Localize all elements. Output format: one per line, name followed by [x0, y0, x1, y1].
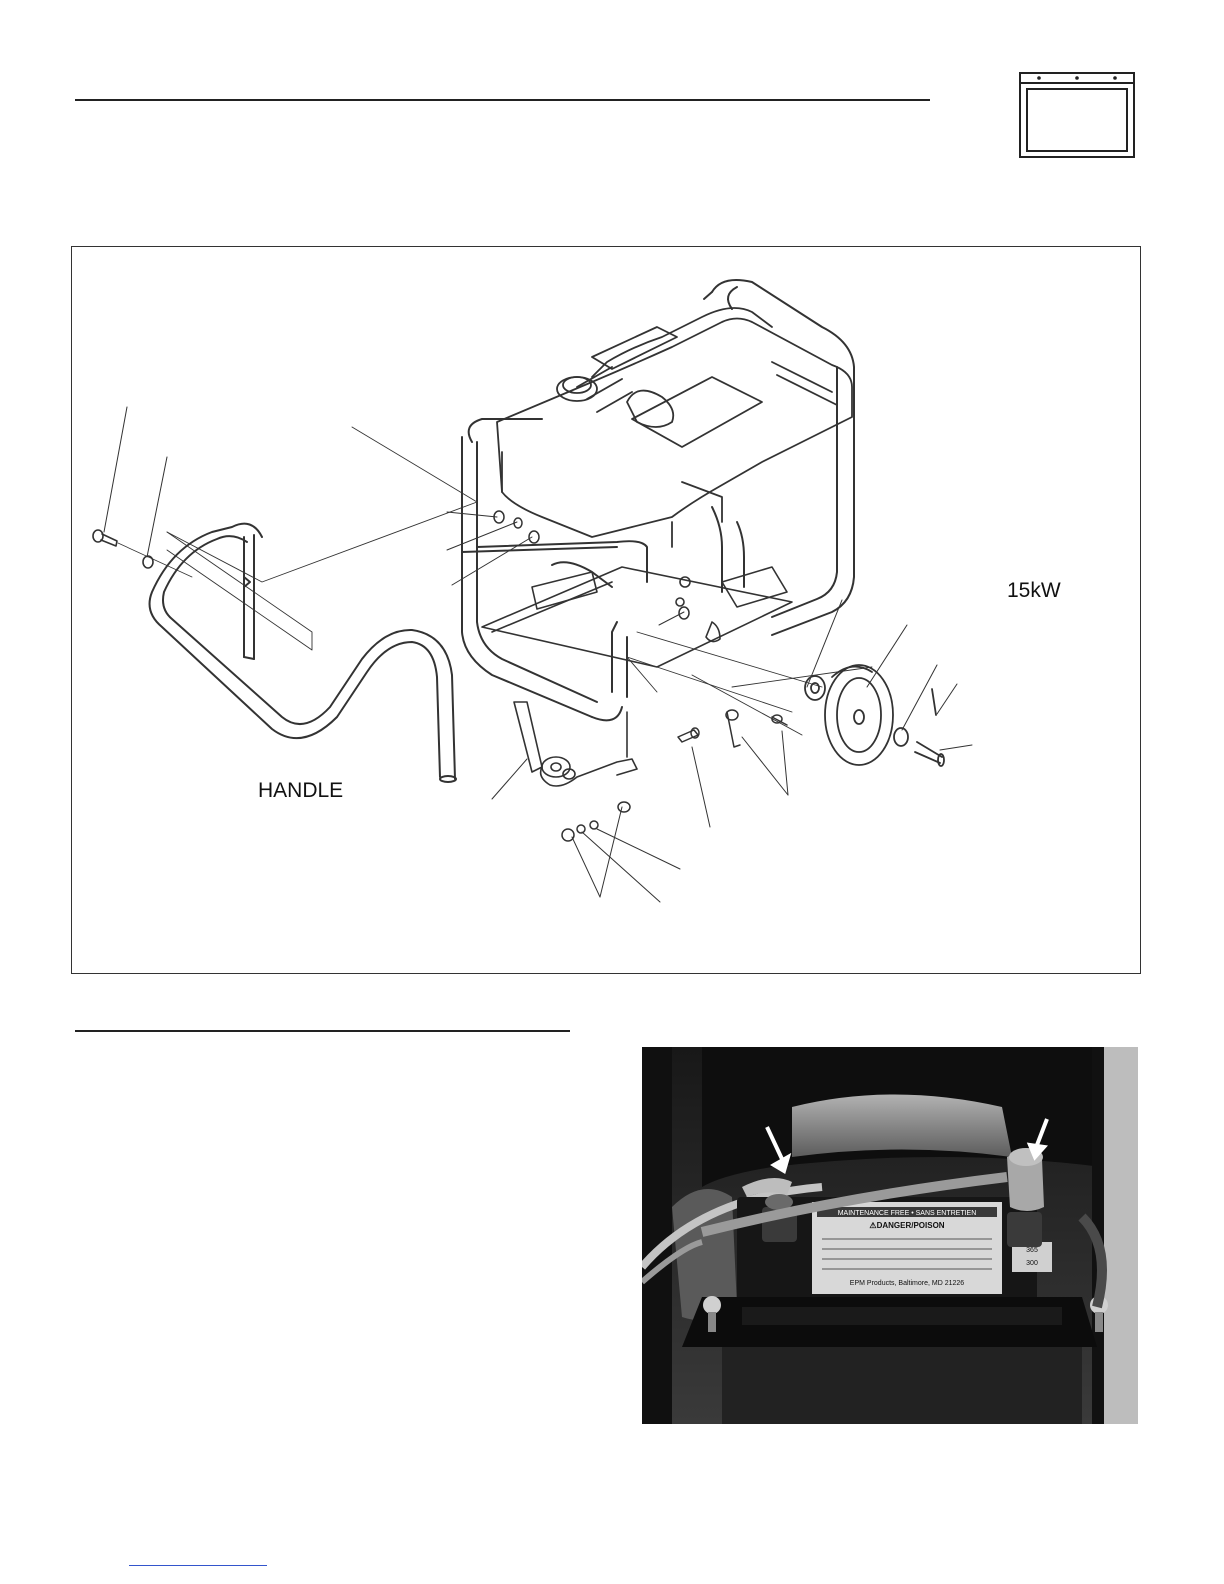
- battery-maker: EPM Products, Baltimore, MD 21226: [849, 1280, 965, 1287]
- exploded-view-figure: [71, 246, 1141, 974]
- battery-label-header: MAINTENANCE FREE • SANS ENTRETIEN: [837, 1210, 977, 1217]
- model-label-15kw: 15kW: [1007, 579, 1061, 602]
- footer-link-underline[interactable]: [129, 1565, 267, 1566]
- generator-exploded-diagram: [72, 247, 1141, 974]
- fuel-tank: [497, 308, 852, 547]
- header-rule: [75, 99, 930, 101]
- frame-washers: [494, 511, 689, 619]
- section-rule: [75, 1030, 570, 1032]
- callout-leader-lines: [104, 407, 972, 902]
- assembly-guide-lines: [167, 427, 872, 735]
- handle-assembly: [150, 524, 456, 782]
- manual-book-icon: [1019, 72, 1135, 158]
- handle-label: HANDLE: [258, 779, 344, 802]
- battery-connection-photo: [642, 1047, 1138, 1424]
- wheel-assembly: [805, 665, 944, 766]
- battery-danger-label: ⚠DANGER/POISON: [869, 1221, 945, 1230]
- base-plate: [482, 567, 792, 667]
- battery-photo-illustration: [642, 1047, 1138, 1424]
- lower-bolts: [562, 710, 787, 841]
- battery-value-1: 365: [1026, 1247, 1038, 1254]
- battery-value-2: 300: [1026, 1260, 1038, 1267]
